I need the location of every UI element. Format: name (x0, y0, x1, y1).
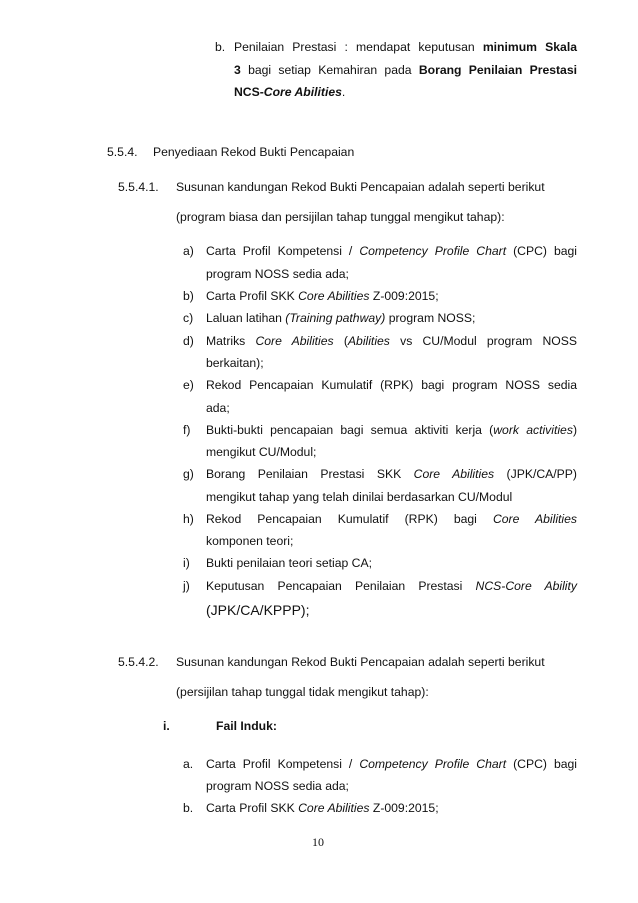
list-item-marker: f) (183, 423, 191, 437)
list-item: Laluan latihan (Training pathway) program NOSS; (206, 311, 476, 325)
list-item-marker: g) (183, 467, 194, 481)
list-item: Keputusan Pencapaian Penilaian Prestasi NCS-Core Ability (206, 579, 577, 593)
list-item-cont: program NOSS sedia ada; (206, 779, 349, 793)
list-item: Borang Penilaian Prestasi SKK Core Abilities (JPK/CA/PP) (206, 467, 577, 481)
list-item: Rekod Pencapaian Kumulatif (RPK) bagi program NOSS sedia (206, 378, 577, 392)
list-item: Carta Profil SKK Core Abilities Z-009:2015; (206, 289, 439, 303)
list-item-marker: e) (183, 378, 194, 392)
list-item-marker: h) (183, 512, 194, 526)
section-5-5-4-1-line2: (program biasa dan persijilan tahap tunggal mengikut tahap): (176, 210, 505, 224)
list-item-cont: mengikut tahap yang telah dinilai berdasarkan CU/Modul (206, 490, 513, 504)
section-5-5-4-2-line1: Susunan kandungan Rekod Bukti Pencapaian adalah seperti berikut (176, 655, 545, 669)
list-item-cont: berkaitan); (206, 356, 264, 370)
list-item-marker: d) (183, 334, 194, 348)
list-item-marker: j) (183, 579, 190, 593)
item-b-marker: b. (215, 40, 226, 54)
fail-induk-marker: i. (163, 719, 170, 733)
page-number: 10 (312, 835, 324, 849)
list-item-marker: a. (183, 757, 194, 771)
list-item: Carta Profil Kompetensi / Competency Profile Chart (CPC) bagi (206, 244, 578, 258)
list-item-cont: (JPK/CA/KPPP); (206, 602, 310, 618)
item-b-line1: Penilaian Prestasi : mendapat keputusan minimum Skala (234, 40, 577, 54)
list-item-cont: mengikut CU/Modul; (206, 445, 317, 459)
list-item-cont: komponen teori; (206, 534, 294, 548)
section-5-5-4-2-line2: (persijilan tahap tunggal tidak mengikut tahap): (176, 685, 429, 699)
item-b-line2: 3 bagi setiap Kemahiran pada Borang Penilaian Prestasi (234, 63, 577, 77)
fail-induk-title: Fail Induk: (216, 719, 277, 733)
section-5-5-4-2-number: 5.5.4.2. (118, 655, 159, 669)
section-5-5-4-1-number: 5.5.4.1. (118, 180, 159, 194)
list-item: Bukti penilaian teori setiap CA; (206, 556, 372, 570)
section-5-5-4-title: Penyediaan Rekod Bukti Pencapaian (153, 145, 355, 159)
list-item: Matriks Core Abilities (Abilities vs CU/Modul program NOSS (206, 334, 577, 348)
list-item-cont: ada; (206, 401, 230, 415)
list-item-marker: b) (183, 289, 194, 303)
section-5-5-4-number: 5.5.4. (107, 145, 138, 159)
list-item-marker: b. (183, 801, 194, 815)
list-item-cont: program NOSS sedia ada; (206, 267, 349, 281)
list-item: Carta Profil Kompetensi / Competency Profile Chart (CPC) bagi (206, 757, 578, 771)
list-item: Bukti-bukti pencapaian bagi semua aktiviti kerja (work activities) (206, 423, 577, 437)
list-item-marker: c) (183, 311, 194, 325)
item-b-line3: NCS-Core Abilities. (234, 85, 346, 99)
section-5-5-4-1-line1: Susunan kandungan Rekod Bukti Pencapaian adalah seperti berikut (176, 180, 545, 194)
list-item-marker: a) (183, 244, 194, 258)
list-item: Rekod Pencapaian Kumulatif (RPK) bagi Core Abilities (206, 512, 577, 526)
list-item: Carta Profil SKK Core Abilities Z-009:2015; (206, 801, 439, 815)
list-item-marker: i) (183, 556, 190, 570)
